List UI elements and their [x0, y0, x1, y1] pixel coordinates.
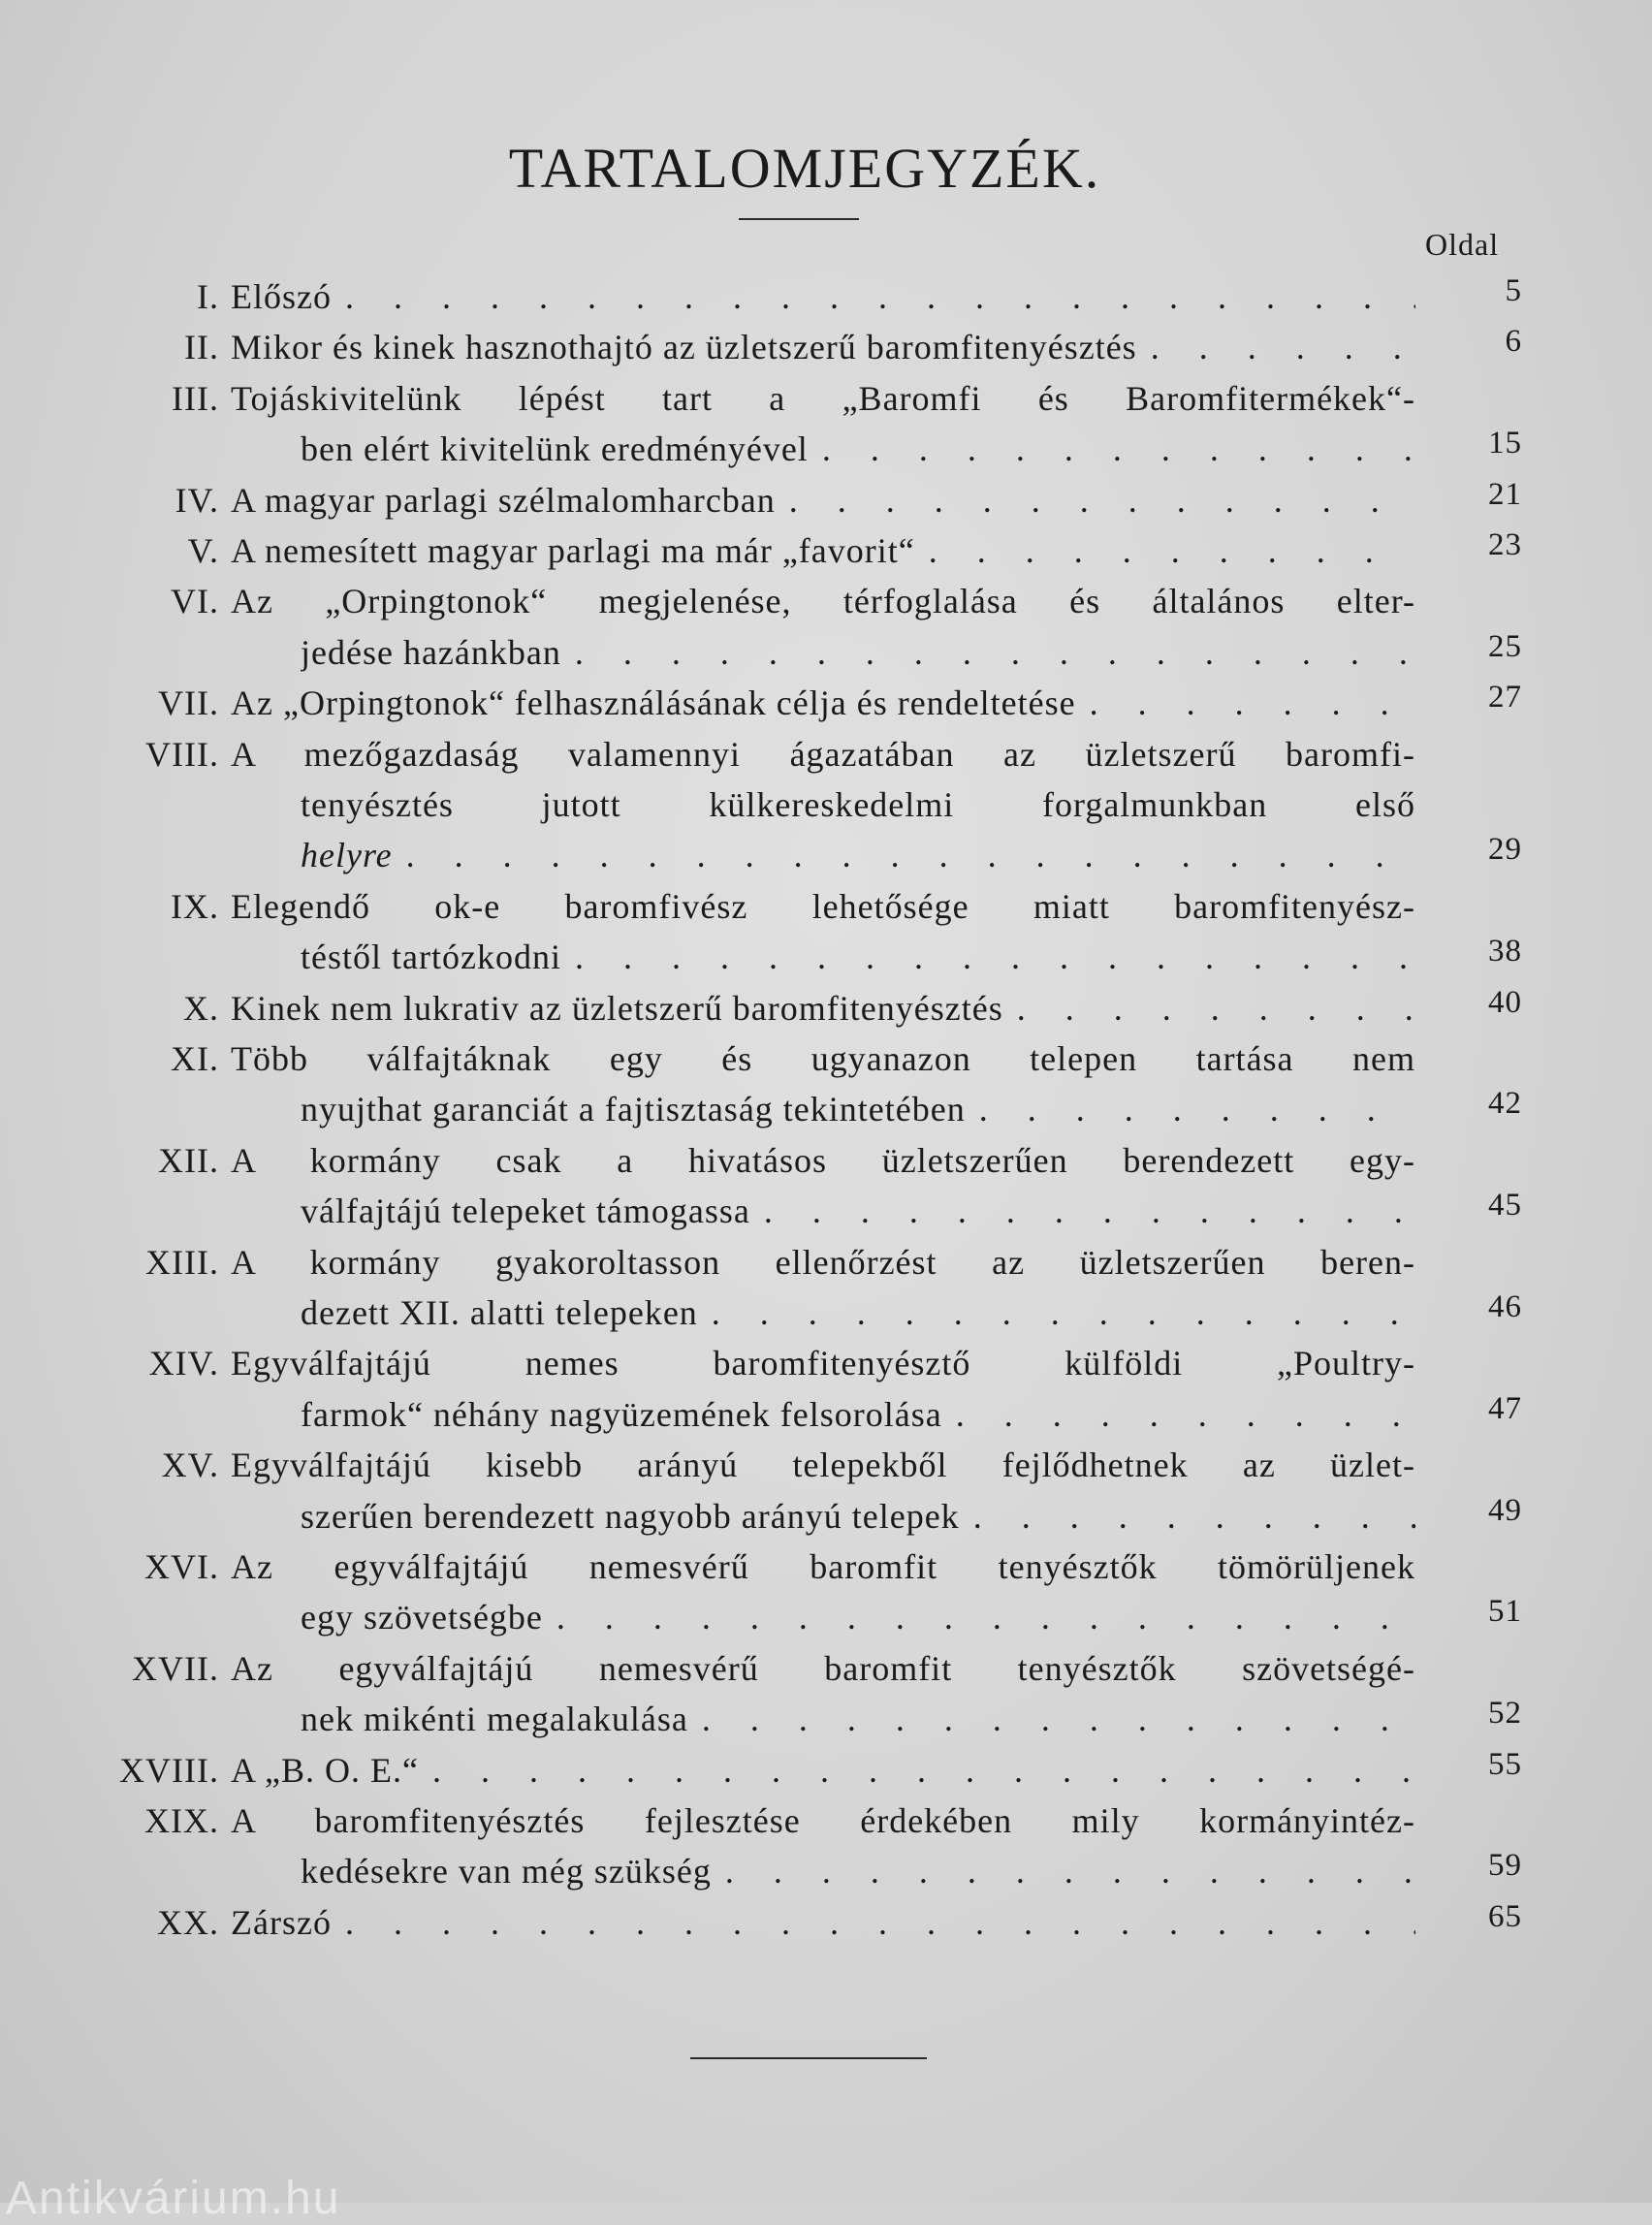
toc-line — [0, 779, 1652, 830]
toc-line — [0, 1287, 1652, 1338]
toc-entry-text: jedése hazánkban — [301, 632, 561, 672]
toc-entry-title: A kormány csak a hivatásos üzletszerűen berendezett egy- — [231, 1140, 1415, 1180]
toc-entry-text: A magyar parlagi szélmalomharcban — [231, 480, 776, 520]
toc-page-number[interactable]: 23 — [1488, 527, 1522, 562]
toc-line — [0, 525, 1652, 576]
dot-leader — [942, 1389, 1415, 1440]
toc-entry-title — [231, 322, 1415, 372]
toc-entry-text: nyujthat garanciát a fajtisztaság tekintetében — [301, 1090, 966, 1129]
toc-entry-title: Az „Orpingtonok“ megjelenése, térfoglalása és általános elter- — [231, 582, 1415, 621]
toc-entry-title: A baromfitenyésztés fejlesztése érdekében mily kormányintéz- — [231, 1801, 1415, 1840]
toc-page-number[interactable]: 51 — [1488, 1594, 1522, 1630]
toc-page-number[interactable]: 55 — [1488, 1746, 1522, 1782]
toc-entry-number: XX. — [157, 1902, 219, 1942]
toc-entry-text: ben elért kivitelünk eredményével — [301, 429, 809, 469]
toc-line — [0, 1033, 1652, 1084]
toc-line — [0, 322, 1652, 372]
toc-line — [0, 1186, 1652, 1236]
toc-entry-text: kedésekre van még szükség — [301, 1852, 712, 1891]
toc-line — [0, 271, 1652, 322]
toc-entry-title — [231, 475, 1415, 525]
toc-line — [0, 729, 1652, 779]
toc-entry-title: Tojáskivitelünk lépést tart a „Baromfi és Baromfitermékek“- — [231, 378, 1415, 418]
watermark: Antikvárium.hu — [6, 2173, 341, 2224]
toc-entry-text: Kinek nem lukrativ az üzletszerű baromfitenyésztés — [231, 988, 1003, 1028]
dot-leader — [1003, 983, 1415, 1033]
toc-entry-title — [231, 271, 1415, 322]
toc-entry-text: dezett XII. alatti telepeken — [301, 1293, 698, 1332]
toc-page-number[interactable]: 59 — [1488, 1848, 1522, 1884]
toc-entry-text: A nemesített magyar parlagi ma már „favorit“ — [231, 531, 915, 570]
toc-entry-number: XII. — [158, 1140, 219, 1180]
toc-entry-title: Elegendő ok-e baromfivész lehetősége miatt baromfitenyész- — [231, 886, 1415, 926]
toc-entry-text: Zárszó — [231, 1902, 332, 1942]
dot-leader — [966, 1084, 1415, 1134]
dot-leader — [332, 271, 1415, 322]
toc-entry-text: Az „Orpingtonok“ felhasználásának célja és rendeltetése — [231, 683, 1076, 723]
toc-entry-title — [301, 830, 1415, 880]
toc-entry-number: III. — [172, 378, 219, 418]
toc-entry-number: XVI. — [144, 1547, 219, 1586]
toc-line — [0, 1745, 1652, 1796]
toc-line — [0, 1084, 1652, 1134]
dot-leader — [712, 1846, 1415, 1896]
toc-line — [0, 576, 1652, 626]
toc-line — [0, 1846, 1652, 1896]
toc-entry-number: XIII. — [145, 1242, 219, 1282]
toc-line — [0, 1694, 1652, 1744]
dot-leader — [750, 1186, 1415, 1236]
toc-line — [0, 424, 1652, 474]
toc-entry-title — [231, 1745, 1415, 1796]
toc-entry-title — [301, 627, 1415, 678]
toc-line — [0, 1237, 1652, 1287]
toc-entry-number: XI. — [171, 1039, 219, 1078]
toc-line — [0, 983, 1652, 1033]
toc-entry-number: II. — [184, 328, 219, 367]
toc-line — [0, 1440, 1652, 1490]
toc-line — [0, 1897, 1652, 1948]
page-title: TARTALOMJEGYZÉK. — [508, 137, 1101, 200]
toc-entry-number: X. — [183, 988, 219, 1028]
toc-entry-title — [301, 932, 1415, 982]
toc-line — [0, 1491, 1652, 1542]
toc-entry-number: IV. — [175, 480, 219, 520]
dot-leader — [915, 525, 1415, 576]
toc-page-number[interactable]: 65 — [1488, 1898, 1522, 1934]
toc-page-number[interactable]: 45 — [1488, 1188, 1522, 1224]
dot-leader — [698, 1287, 1415, 1338]
toc-entry-text: egy szövetségbe — [301, 1598, 543, 1637]
toc-page-number[interactable]: 21 — [1488, 476, 1522, 512]
dot-leader — [776, 475, 1415, 525]
toc-entry-title — [301, 424, 1415, 474]
toc-entry-title: Egyválfajtájú kisebb arányú telepekből fejlődhetnek az üzlet- — [231, 1446, 1415, 1485]
toc-line — [0, 1796, 1652, 1846]
dot-leader — [561, 627, 1415, 678]
toc-entry-text: téstől tartózkodni — [301, 938, 561, 977]
toc-entry-number: V. — [187, 531, 219, 570]
toc-line — [0, 1542, 1652, 1592]
toc-entry-number: IX. — [171, 886, 219, 926]
toc-page-number[interactable]: 47 — [1488, 1390, 1522, 1426]
toc-page-number[interactable]: 40 — [1488, 984, 1522, 1020]
toc-line — [0, 678, 1652, 728]
toc-page-number[interactable]: 52 — [1488, 1696, 1522, 1732]
toc-entry-number: XIX. — [144, 1801, 219, 1840]
toc-entry-text: válfajtájú telepeket támogassa — [301, 1192, 750, 1231]
toc-entry-title — [301, 1694, 1415, 1744]
dot-leader — [1076, 678, 1415, 728]
toc-line — [0, 881, 1652, 932]
toc-line — [0, 1135, 1652, 1186]
toc-line — [0, 932, 1652, 982]
bottom-rule — [690, 2057, 927, 2059]
toc-entry-text: Előszó — [231, 277, 332, 316]
toc-entry-number: VI. — [171, 582, 219, 621]
toc-entry-title — [231, 678, 1415, 728]
toc-entry-title — [301, 1287, 1415, 1338]
toc-page-number[interactable]: 49 — [1488, 1492, 1522, 1528]
toc-entry-title: Az egyválfajtájú nemesvérű baromfit tenyésztők szövetségé- — [231, 1648, 1415, 1688]
toc-page-number[interactable]: 46 — [1488, 1289, 1522, 1324]
toc-page-number[interactable]: 15 — [1488, 426, 1522, 461]
toc-entry-title — [231, 1897, 1415, 1948]
toc-line — [0, 1643, 1652, 1694]
toc-entry-number: XIV. — [148, 1344, 219, 1383]
dot-leader — [1137, 322, 1415, 372]
toc-entry-title — [301, 1186, 1415, 1236]
toc-entry-title — [301, 1846, 1415, 1896]
dot-leader — [393, 830, 1415, 880]
toc-entry-title: A mezőgazdaság valamennyi ágazatában az üzletszerű baromfi- — [231, 734, 1415, 774]
toc-entry-number: XVII. — [132, 1648, 219, 1688]
toc-line — [0, 830, 1652, 880]
dot-leader — [543, 1592, 1415, 1642]
toc-entry-title: Több válfajtáknak egy és ugyanazon telepen tartása nem — [231, 1039, 1415, 1078]
toc-page-number[interactable]: 5 — [1505, 273, 1522, 308]
toc-page-number[interactable]: 38 — [1488, 934, 1522, 969]
toc-entry-title — [231, 525, 1415, 576]
toc-entry-number: XV. — [161, 1446, 219, 1485]
toc-entry-number: XVIII. — [119, 1750, 219, 1790]
toc-line — [0, 627, 1652, 678]
toc-page-number[interactable]: 27 — [1488, 680, 1522, 715]
toc-entry-title: Egyválfajtájú nemes baromfitenyésztő külföldi „Poultry- — [231, 1344, 1415, 1383]
toc-page-number[interactable]: 25 — [1488, 628, 1522, 664]
toc-page-number[interactable]: 29 — [1488, 832, 1522, 868]
toc-entry-text: Mikor és kinek hasznothajtó az üzletszerű baromfitenyésztés — [231, 328, 1137, 367]
toc-entry-title: tenyésztés jutott külkereskedelmi forgalmunkban első — [301, 785, 1415, 824]
toc-entry-text: helyre — [301, 836, 393, 875]
toc-entry-number: VII. — [158, 683, 219, 723]
toc-entry-text: farmok“ néhány nagyüzemének felsorolása — [301, 1394, 942, 1434]
toc-line — [0, 1592, 1652, 1642]
toc-entry-title: Az egyválfajtájú nemesvérű baromfit tenyésztők tömörüljenek — [231, 1547, 1415, 1586]
page-column-label: Oldal — [1425, 227, 1500, 262]
dot-leader — [419, 1745, 1415, 1796]
dot-leader — [688, 1694, 1415, 1744]
toc-entry-title — [301, 1084, 1415, 1134]
toc-entry-title — [301, 1491, 1415, 1542]
dot-leader — [332, 1897, 1415, 1948]
toc-entry-title — [301, 1389, 1415, 1440]
toc-entry-title — [231, 983, 1415, 1033]
toc-page-number[interactable]: 6 — [1505, 324, 1522, 360]
dot-leader — [960, 1491, 1415, 1542]
toc-entry-text: A „B. O. E.“ — [231, 1750, 419, 1790]
toc-entry-number: I. — [197, 277, 219, 316]
toc-entry-title: A kormány gyakoroltasson ellenőrzést az üzletszerűen beren- — [231, 1242, 1415, 1282]
toc-line — [0, 1389, 1652, 1440]
toc-entry-title — [301, 1592, 1415, 1642]
dot-leader — [561, 932, 1415, 982]
toc-entry-text: szerűen berendezett nagyobb arányú telepek — [301, 1496, 960, 1536]
toc-line — [0, 1338, 1652, 1388]
dot-leader — [809, 424, 1415, 474]
toc-line — [0, 373, 1652, 424]
toc-line — [0, 475, 1652, 525]
toc-entry-text: nek mikénti megalakulása — [301, 1700, 688, 1739]
toc-page-number[interactable]: 42 — [1488, 1086, 1522, 1122]
toc-entry-number: VIII. — [145, 734, 219, 774]
